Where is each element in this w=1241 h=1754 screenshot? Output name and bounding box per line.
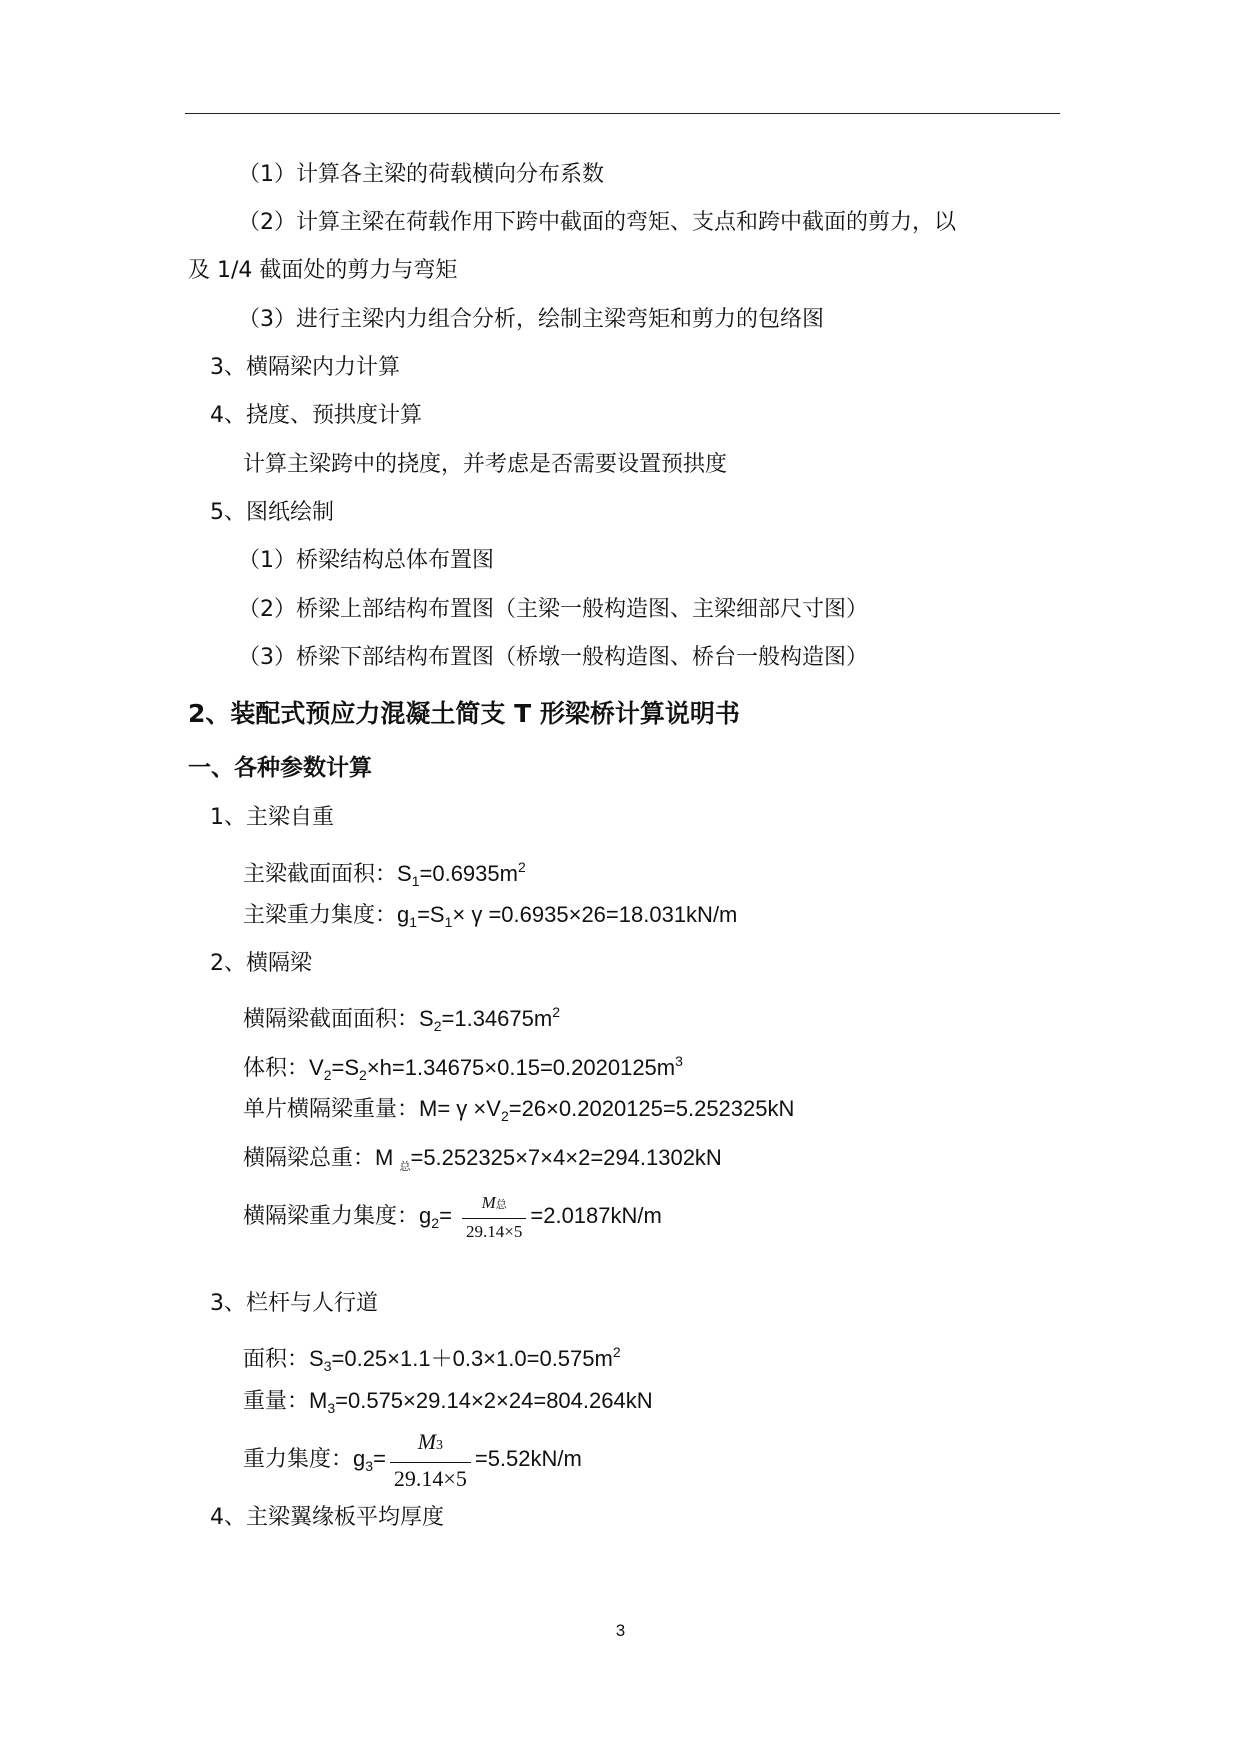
label: 横隔梁重力集度： [243, 1204, 420, 1229]
page-number: 3 [615, 1621, 626, 1640]
subsection-2-title: 2、横隔梁 [210, 951, 312, 976]
fraction: $\frac{\text{M总}}{29.14\times 5}$ [462, 1192, 526, 1243]
fraction: $\frac{M3}{29.14\times 5}$ [390, 1428, 471, 1493]
section-4-text: 计算主梁跨中的挠度，并考虑是否需要设置预拱度 [243, 452, 728, 477]
section-4-deflection: 4、挠度、预拱度计算 [210, 403, 422, 428]
drawing-item-1: （1）桥梁结构总体布置图 [238, 548, 494, 573]
section-heading: 一、各种参数计算 [188, 755, 372, 781]
main-beam-area: 主梁截面面积：$S_1=0.6935m^2$ [243, 859, 526, 889]
section-3-diaphragm-force: 3、横隔梁内力计算 [210, 355, 400, 380]
diaphragm-gravity: 横隔梁重力集度：$g_2=$ $\frac{\text{M总}}{29.14\times 5}$ =2.0187kN/m [243, 1192, 662, 1241]
item-2-moment-shear-line2: 及 1/4 截面处的剪力与弯矩 [188, 258, 458, 283]
label: 横隔梁截面面积： [243, 1007, 420, 1032]
item-1-distribution-factor: （1）计算各主梁的荷载横向分布系数 [238, 162, 604, 187]
drawing-item-2: （2）桥梁上部结构布置图（主梁一般构造图、主梁细部尺寸图） [238, 597, 868, 622]
drawing-item-3: （3）桥梁下部结构布置图（桥墩一般构造图、桥台一般构造图） [238, 645, 868, 670]
diaphragm-total-weight: 横隔梁总重：M $_总$=5.252325×7×4×2=294.1302kN [243, 1145, 722, 1173]
subsection-3-title: 3、栏杆与人行道 [210, 1291, 378, 1316]
label: 体积： [243, 1056, 310, 1081]
item-3-envelope: （3）进行主梁内力组合分析，绘制主梁弯矩和剪力的包络图 [238, 307, 824, 332]
label: 主梁重力集度： [243, 903, 398, 928]
label: 面积： [243, 1347, 310, 1372]
header-rule [185, 113, 1060, 114]
diaphragm-volume: 体积：$V_2=S_2\times h=1.34675\times 0.15=0.2020125m^3$ [243, 1053, 683, 1083]
diaphragm-single-weight: 单片横隔梁重量：$M= \gamma \times V_2=26\times 0.2020125=5.252325kN$ [243, 1096, 795, 1124]
label: 横隔梁总重： [243, 1146, 376, 1171]
label: 单片横隔梁重量： [243, 1097, 420, 1122]
item-2-moment-shear-line1: （2）计算主梁在荷载作用下跨中截面的弯矩、支点和跨中截面的剪力，以 [238, 210, 956, 235]
main-beam-gravity: 主梁重力集度：$g_1=S_1\times \gamma =0.6935\times 26=18.031kN/m$ [243, 902, 738, 930]
label: 主梁截面面积： [243, 862, 398, 887]
subsection-1-title: 1、主梁自重 [210, 805, 334, 830]
subsection-4-title: 4、主梁翼缘板平均厚度 [210, 1505, 444, 1530]
label: 重力集度： [243, 1447, 354, 1472]
railing-weight: 重量：$M_3=0.575\times 29.14\times 2\times 24=804.264kN$ [243, 1388, 653, 1416]
chapter-heading: 2、装配式预应力混凝土简支 T 形梁桥计算说明书 [188, 699, 740, 728]
label: 重量： [243, 1389, 310, 1414]
railing-area: 面积：$S_3=0.25\times 1.1+0.3\times 1.0=0.575m^2$ [243, 1344, 621, 1374]
section-5-drawings: 5、图纸绘制 [210, 500, 334, 525]
diaphragm-area: 横隔梁截面面积：$S_2=1.34675m^2$ [243, 1004, 560, 1034]
railing-gravity: 重力集度：$g_3=$ $\frac{M3}{29.14\times 5}$ =5.52kN/m [243, 1428, 582, 1491]
